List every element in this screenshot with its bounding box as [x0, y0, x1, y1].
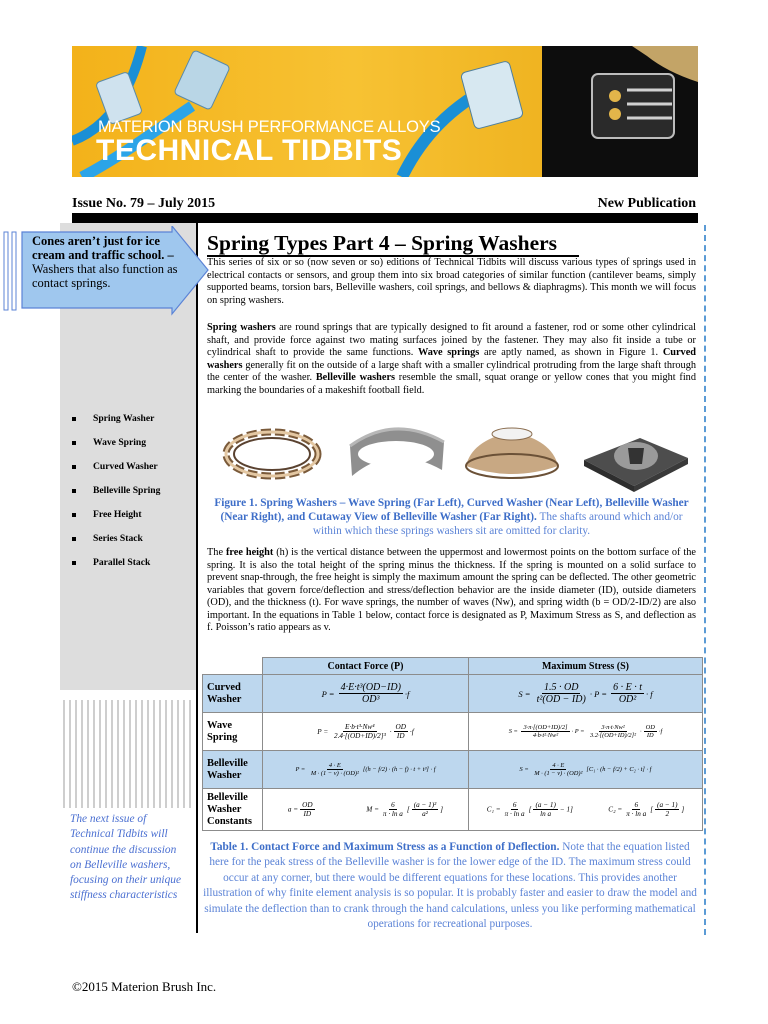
bullet-icon	[72, 537, 76, 541]
banner-title: TECHNICAL TIDBITS	[96, 134, 403, 167]
footer-copyright: ©2015 Materion Brush Inc.	[72, 979, 217, 994]
formula-belleville-force: P = $\frac{4 \cdot E}{\text{M · (1 − ν) · (OD)²}}$ [(h − f/2) · (h − f) · t + t³] · f	[263, 751, 469, 789]
topic-list	[70, 407, 196, 575]
header-contact-force: Contact Force (P)	[263, 658, 469, 675]
sidebar-divider	[196, 223, 198, 933]
topic-item: Curved Washer	[70, 455, 196, 479]
curved-washer-image	[350, 429, 444, 476]
bullet-icon	[72, 489, 76, 493]
banner-company-name: MATERION BRUSH PERFORMANCE ALLOYS	[98, 118, 441, 136]
row-label: Belleville Washer	[203, 751, 263, 789]
right-margin-border	[704, 225, 706, 935]
formula-curved-stress: S = $\frac{1.5 \cdot OD}{\text{t²(OD − ID)}}$ · P = $\frac{6 \cdot E \cdot t}{\text{OD²}}$ · f	[469, 675, 703, 713]
bullet-icon	[72, 513, 76, 517]
article-title: Spring Types Part 4 – Spring Washers	[207, 231, 558, 255]
cutaway-belleville-image	[584, 438, 688, 492]
header-banner	[72, 46, 698, 177]
next-issue-note: The next issue of Technical Tidbits will continue the discussion on Belleville washers, focusing on their unique stiffness characteristics	[70, 813, 182, 902]
figure-caption: Figure 1. Spring Washers – Wave Spring (Far Left), Curved Washer (Near Left), Belleville Washer (Near Right), and Cutaway View of Belleville Washer (Far Right). The shafts around which and/or within which these springs washers sit are omitted for clarity.	[214, 497, 689, 537]
row-label: Curved Washer	[203, 675, 263, 713]
table-corner	[203, 658, 263, 675]
topic-item: Wave Spring	[70, 431, 196, 455]
bullet-icon	[72, 465, 76, 469]
callout-headline: Cones aren’t just for ice cream and traffic school. –	[32, 234, 174, 262]
issue-number-date: Issue No. 79 – July 2015	[72, 196, 216, 211]
table-caption: Table 1. Contact Force and Maximum Stress as a Function of Deflection. Note that the equation listed here for the peak stress of the Belleville washer is for the lower edge of the ID. The maximum stress could occur at any corner, but there would be different equations for these locations. This provides another illustration of why finite element analysis is so popular. It is probably faster and easier to draw the model and simulate the deflection than to crank through the hand calculations, unless you like performing mathematical operations for recreational purposes.	[203, 841, 697, 931]
header-divider	[72, 213, 698, 223]
callout-text	[32, 234, 184, 290]
topic-item: Belleville Spring	[70, 479, 196, 503]
formula-wave-stress: S = $\frac{3\cdot\pi\cdot[(OD+ID)/2]}{\text{4·b·t²·Nw²}}$ · P = $\frac{\text{3·π·t·Nw²}}{\text{3.2·[(OD+ID)/2]²}}$ · $\frac{OD}{ID}$ ·f	[469, 713, 703, 751]
header-maximum-stress: Maximum Stress (S)	[469, 658, 703, 675]
intro-paragraph: This series of six or so (now seven or so) editions of Technical Tidbits will discuss various types of springs used in electrical contacts or sensors, and group them into six broad categories of similar function (cantilever beams, simply supported beams, torsion bars, Belleville washers, coil springs, and bellows & diaphragms). This month we will focus on spring washers.	[207, 257, 696, 306]
callout-body: Washers that also function as contact springs.	[32, 262, 178, 290]
free-height-paragraph: The free height (h) is the vertical distance between the uppermost and lowermost points on the bottom surface of the spring. It is also the total height of the spring minus the thickness. If the spring is mounted on a solid surface to prevent snap-through, the free height is simply the maximum amount the spring can be deflected. The other geometric variables that govern force/deflection and stress/deflection behavior are the inside diameter (ID), outside diameters (OD), and the thickness (t). For wave springs, the number of waves (Nw), and spring width (b = OD/2-ID/2) are also important. In the equations in Table 1 below, contact force is designated as P, Maximum Stress as S, and deflection as f. Poisson’s ratio appears as v.	[207, 547, 697, 634]
spring-washers-paragraph: Spring washers are round springs that are typically designed to fit around a fastener, rod or some other cylindrical shaft, and provide force against two mating surfaces joined by the fastener. They may also fit inside a tube or cylindrical shaft to provide the same functions. Wave springs are aptly named, as shown in Figure 1. Curved washers generally fit on the outside of a large shaft with a smaller cylindrical protruding from the large shaft through the center of the washer. Belleville washers resemble the small, squat orange or yellow cones that you might find marking the boundaries of a makeshift football field.	[207, 322, 696, 396]
formula-curved-force: P = $\frac{\text{4·E·t³(OD−ID)}}{\text{OD³}}$ ·f	[263, 675, 469, 713]
table-row-belleville-washer	[203, 751, 703, 789]
formula-constants-c1-c2: C₁ = $\frac{6}{\text{π · ln a}}$ [ $\frac{(a - 1)}{\text{ln a}}$ − 1] C₂ = $\frac{6}{\text{π · ln a}}$ [ $\frac{(a - 1)}{2}$ ]	[469, 789, 703, 831]
publication-type: New Publication	[597, 196, 696, 211]
bullet-icon	[72, 417, 76, 421]
topic-item: Spring Washer	[70, 407, 196, 431]
wave-spring-image	[226, 432, 318, 476]
belleville-washer-image	[466, 428, 558, 478]
table-row-wave-spring	[203, 713, 703, 751]
table-row-curved-washer	[203, 675, 703, 713]
formula-constants-a-m: a = $\frac{OD}{ID}$ M = $\frac{6}{\text{π · ln a}}$ [ $\frac{\text{(a − 1)²}}{\text{a²}}$ ]	[263, 789, 469, 831]
formula-table	[202, 657, 703, 831]
topic-item: Free Height	[70, 503, 196, 527]
decorative-stripes	[60, 700, 196, 808]
figure-spring-washers	[222, 412, 690, 492]
row-label: Wave Spring	[203, 713, 263, 751]
topic-item: Parallel Stack	[70, 551, 196, 575]
formula-belleville-stress: S = $\frac{4 \cdot E}{\text{M · (1 − ν) · (OD)²}}$ [C₁ · (h − f/2) + C₂ · t] · f	[469, 751, 703, 789]
topic-item: Series Stack	[70, 527, 196, 551]
formula-wave-force: P = $\frac{\text{E·b·t³·Nw⁴}}{\text{2.4·[(OD+ID)/2]³}}$ · $\frac{OD}{ID}$ ·f	[263, 713, 469, 751]
bullet-icon	[72, 561, 76, 565]
table-row-belleville-constants	[203, 789, 703, 831]
bullet-icon	[72, 441, 76, 445]
row-label: Belleville Washer Constants	[203, 789, 263, 831]
